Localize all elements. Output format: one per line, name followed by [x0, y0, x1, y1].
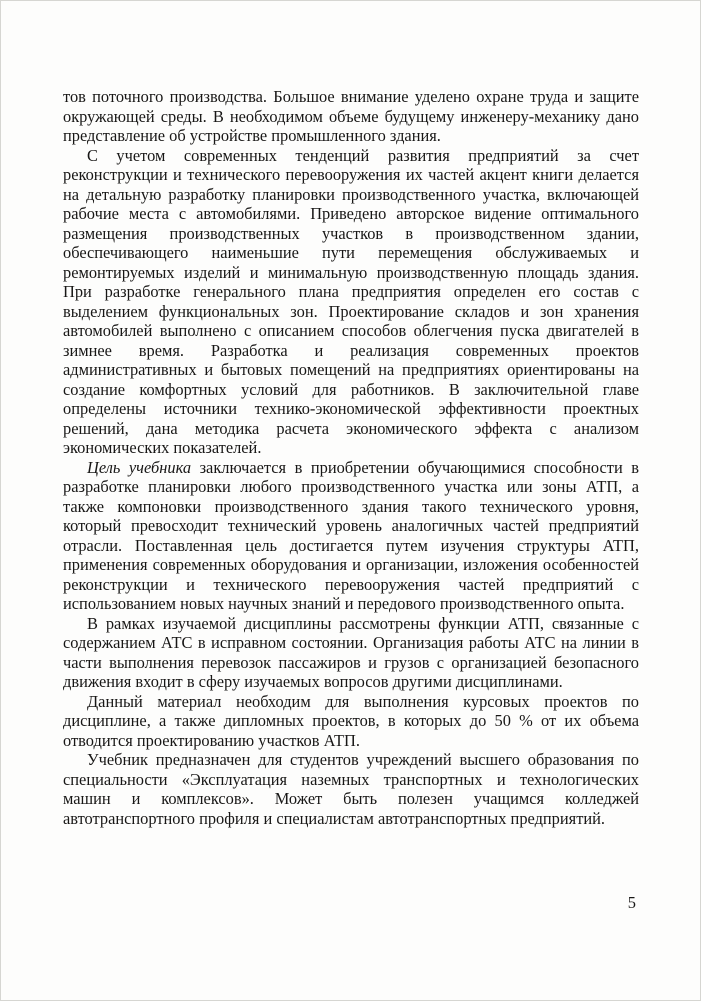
paragraph: тов поточного производства. Большое внимание уделено охране труда и защите окружающей среды. В необходимом объеме будущему инженеру-механику дано представление об устройстве промышленного здания.: [63, 87, 639, 145]
italic-lead: Цель учебника: [87, 457, 192, 477]
paragraph: Учебник предназначен для студентов учреждений высшего образования по специальности «Эксплуатация наземных транспортных и технологических машин и комплексов». Может быть полезен учащимся колледжей автотранспортного профиля и специалистам автотранспортных предприятий.: [63, 750, 639, 828]
paragraph: Данный материал необходим для выполнения курсовых проектов по дисциплине, а также дипломных проектов, в которых до 50 % от их объема отводится проектированию участков АТП.: [63, 691, 639, 750]
page-number: 5: [627, 892, 636, 912]
paragraph: С учетом современных тенденций развития предприятий за счет реконструкции и технического перевооружения их частей акцент книги делается на детальную разработку планировки производственного участка, включающей рабочие места с автомобилями. Приведено авторское видение оптимального размещения производственных участков в производственном здании, обеспечивающего наименьшие пути перемещения обслуживаемых и ремонтируемых изделий и минимальную производственную площадь здания. При разработке генерального плана предприятия определен его состав с выделением функциональных зон. Проектирование складов и зон хранения автомобилей выполнено с описанием способов облегчения пуска двигателей в зимнее время. Разработка и реализация современных проектов административных и бытовых помещений на предприятиях ориентированы на создание комфортных условий для работников. В заключительной главе определены источники технико-экономической эффективности проектных решений, дана методика расчета экономического эффекта с анализом экономических показателей.: [63, 145, 639, 457]
paragraph: Цель учебника заключается в приобретении обучающимися способности в разработке планировки любого производственного участка или зоны АТП, а также компоновки производственного здания такого технического уровня, который превосходит технический уровень аналогичных частей предприятий отрасли. Поставленная цель достигается путем изучения структуры АТП, применения современных оборудования и организации, изложения особенностей реконструкции и технического перевооружения частей предприятий с использованием новых научных знаний и передового производственного опыта.: [63, 457, 639, 613]
paragraph: В рамках изучаемой дисциплины рассмотрены функции АТП, связанные с содержанием АТС в исправном состоянии. Организация работы АТС на линии в части выполнения перевозок пассажиров и грузов с организацией безопасного движения входит в сферу изучаемых вопросов другими дисциплинами.: [63, 613, 639, 691]
page-text: [63, 87, 639, 828]
